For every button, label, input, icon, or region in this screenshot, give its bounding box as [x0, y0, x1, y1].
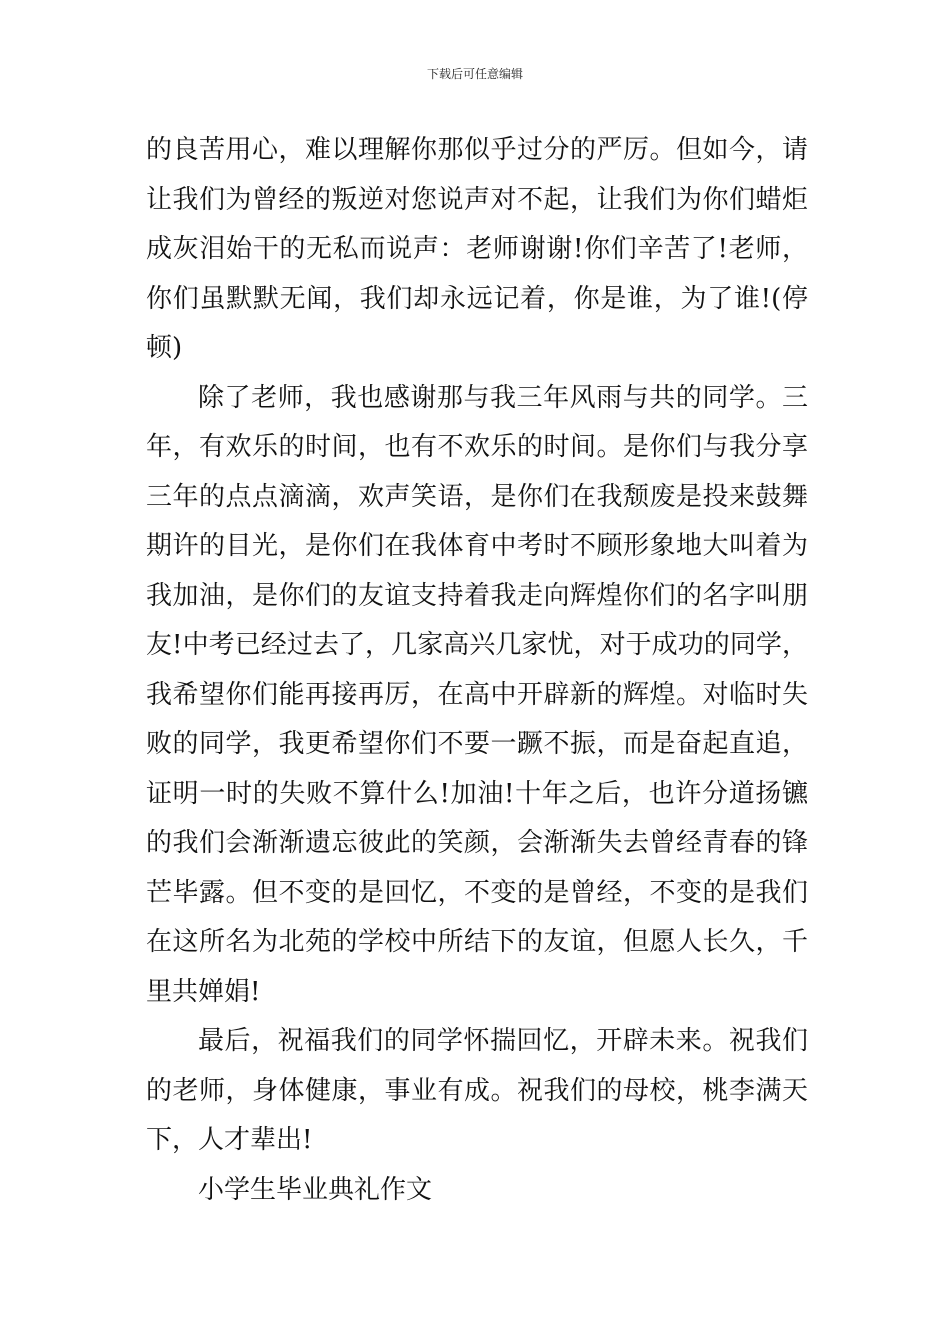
text-line: 友!中考已经过去了，几家高兴几家忧，对于成功的同学，	[146, 630, 808, 660]
text-line: 三年的点点滴滴，欢声笑语，是你们在我颓废是投来鼓舞	[146, 481, 808, 512]
text-line: 小学生毕业典礼作文	[198, 1174, 433, 1205]
text-line: 里共婵娟!	[146, 976, 261, 1007]
text-line: 下，人才辈出!	[146, 1125, 313, 1155]
text-line: 年，有欢乐的时间，也有不欢乐的时间。是你们与我分享	[146, 432, 808, 462]
body-text	[146, 126, 808, 1215]
text-line: 期许的目光，是你们在我体育中考时不顾形象地大叫着为	[146, 531, 808, 561]
text-line: 芒毕露。但不变的是回忆，不变的是曾经，不变的是我们	[146, 877, 808, 908]
text-line: 我希望你们能再接再厉，在高中开辟新的辉煌。对临时失	[146, 679, 808, 710]
text-line: 证明一时的失败不算什么!加油!十年之后，也许分道扬镳	[146, 778, 808, 809]
text-line: 我加油，是你们的友谊支持着我走向辉煌你们的名字叫朋	[146, 580, 808, 611]
text-line: 的老师，身体健康，事业有成。祝我们的母校，桃李满天	[146, 1075, 808, 1106]
text-line: 你们虽默默无闻，我们却永远记着，你是谁，为了谁!(停	[146, 283, 808, 314]
text-line: 的我们会渐渐遗忘彼此的笑颜，会渐渐失去曾经青春的锋	[146, 828, 808, 858]
page-header: 下载后可任意编辑	[426, 67, 523, 81]
text-line: 除了老师，我也感谢那与我三年风雨与共的同学。三	[198, 382, 808, 413]
text-line: 最后，祝福我们的同学怀揣回忆，开辟未来。祝我们	[198, 1026, 808, 1056]
text-line: 让我们为曾经的叛逆对您说声对不起，让我们为你们蜡炬	[146, 184, 808, 215]
text-line: 在这所名为北苑的学校中所结下的友谊，但愿人长久，千	[146, 927, 808, 957]
text-line: 顿)	[146, 333, 183, 363]
text-line: 败的同学，我更希望你们不要一蹶不振，而是奋起直追，	[146, 729, 808, 759]
text-line: 成灰泪始干的无私而说声：老师谢谢!你们辛苦了!老师，	[146, 234, 808, 264]
text-line: 的良苦用心，难以理解你那似乎过分的严厉。但如今，请	[146, 135, 808, 165]
